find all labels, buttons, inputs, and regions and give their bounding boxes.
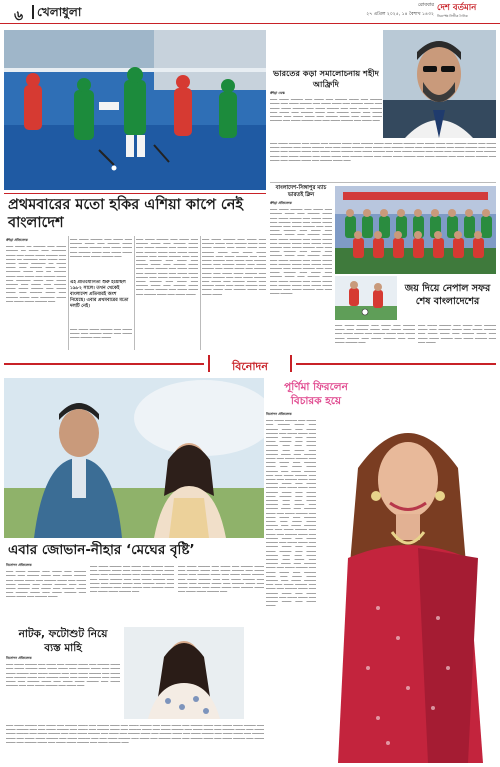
purnima-photo (318, 408, 496, 763)
mahi-headline-line2: ব্যস্ত মাহি (44, 642, 82, 654)
hockey-body-col3: ▁▁▁ ▁▁▁▁ ▁▁▁▁▁ ▁▁▁ ▁▁▁▁ ▁▁▁ ▁▁▁▁▁ ▁▁▁▁ ▁▁▁ ▁▁▁▁▁ ▁▁▁▁ ▁▁▁ ▁▁▁▁ ▁▁▁▁▁ ▁▁▁ ▁▁▁▁ ▁▁▁▁ ▁▁▁ ▁▁▁▁▁ ▁▁▁▁ ▁▁▁ ▁▁▁▁ ▁▁▁▁ ▁▁▁▁▁ ▁▁▁ ▁▁▁▁ ▁▁▁▁▁ ▁▁▁ ▁▁▁ ▁▁▁▁ ▁▁▁▁▁ ▁▁▁ ▁▁▁▁ ▁▁▁ ▁▁▁▁▁ ▁▁▁▁ ▁▁▁ ▁▁▁▁▁ ▁▁▁▁ ▁▁▁ ▁▁▁▁ ▁▁▁▁▁ ▁▁▁ ▁▁▁▁ ▁▁▁▁ ▁▁▁ ▁▁▁▁▁ ▁▁▁▁ ▁▁▁ ▁▁▁▁ ▁▁▁▁ ▁▁▁▁▁ ▁▁▁ ▁▁▁▁ ▁▁▁▁▁ ▁▁▁ ▁▁▁ ▁▁▁▁ ▁▁▁▁▁ ▁▁▁ ▁▁▁▁ ▁▁▁ ▁▁▁▁▁ ▁▁▁▁ ▁▁▁ ▁▁▁▁▁ ▁▁▁▁ ▁▁▁ ▁▁▁▁ ▁▁▁▁▁ ▁▁▁ ▁▁▁▁ ▁▁▁▁ ▁▁▁ ▁▁▁▁▁ ▁▁▁▁ ▁▁▁ ▁▁▁▁ ▁▁▁▁ (136, 236, 198, 295)
nepal-body-col3: ▁▁▁ ▁▁▁▁ ▁▁▁▁▁ ▁▁▁ ▁▁▁▁ ▁▁▁ ▁▁▁▁▁ ▁▁▁▁ ▁▁▁ ▁▁▁▁▁ ▁▁▁▁ ▁▁▁ ▁▁▁▁ ▁▁▁▁▁ ▁▁▁ ▁▁▁▁ ▁▁▁▁ ▁▁▁ ▁▁▁▁▁ ▁▁▁▁ ▁▁▁ ▁▁▁▁ ▁▁▁▁ ▁▁▁▁▁ ▁▁▁ ▁▁▁▁ ▁▁▁▁▁ ▁▁▁ ▁▁▁ ▁▁▁▁ (418, 322, 496, 343)
nepal-byline: ক্রীড়া প্রতিবেদক (270, 201, 292, 205)
afridi-headline (270, 68, 382, 90)
afridi-photo-graphic (383, 30, 496, 138)
purnima-byline: বিনোদন প্রতিবেদক (266, 412, 292, 416)
day-label: রোববার (418, 2, 434, 8)
paper-name: দেশ বর্তমান (437, 3, 477, 13)
hockey-pull-quote: এই প্রতিযোগিতা শুরু হয়েছিল ১৯৮২ সালে। তখন থেকেই বাংলাদেশ প্রতিবারই অংশ নিয়েছে। এবার প্রথমবারের মতো দলটি নেই। (70, 280, 129, 309)
purnima-body: বিনোদন প্রতিবেদক ▁▁▁ ▁▁▁▁ ▁▁▁▁▁ ▁▁▁ ▁▁▁▁ ▁▁▁ ▁▁▁▁▁ ▁▁▁▁ ▁▁▁ ▁▁▁▁▁ ▁▁▁▁ ▁▁▁ ▁▁▁▁ ▁▁▁▁▁ ▁▁▁ ▁▁▁▁ ▁▁▁▁ ▁▁▁ ▁▁▁▁▁ ▁▁▁▁ ▁▁▁ ▁▁▁▁ ▁▁▁▁ ▁▁▁▁▁ ▁▁▁ ▁▁▁▁ ▁▁▁▁▁ ▁▁▁ ▁▁▁ ▁▁▁▁ ▁▁▁▁▁ ▁▁▁ ▁▁▁▁ ▁▁▁ ▁▁▁▁▁ ▁▁▁▁ ▁▁▁ ▁▁▁▁▁ ▁▁▁▁ ▁▁▁ ▁▁▁▁ ▁▁▁▁▁ ▁▁▁ ▁▁▁▁ ▁▁▁▁ ▁▁▁ ▁▁▁▁▁ ▁▁▁▁ ▁▁▁ ▁▁▁▁ ▁▁▁▁ ▁▁▁▁▁ ▁▁▁ ▁▁▁▁ ▁▁▁▁▁ ▁▁▁ ▁▁▁ ▁▁▁▁ ▁▁▁▁▁ ▁▁▁ ▁▁▁▁ ▁▁▁ ▁▁▁▁▁ ▁▁▁▁ ▁▁▁ ▁▁▁▁▁ ▁▁▁▁ ▁▁▁ ▁▁▁▁ ▁▁▁▁▁ ▁▁▁ ▁▁▁▁ ▁▁▁▁ ▁▁▁ ▁▁▁▁▁ ▁▁▁▁ ▁▁▁ ▁▁▁▁ ▁▁▁▁ ▁▁▁▁▁ ▁▁▁ ▁▁▁▁ ▁▁▁▁▁ ▁▁▁ ▁▁▁ ▁▁▁▁ ▁▁▁▁▁ ▁▁▁ ▁▁▁▁ ▁▁▁ ▁▁▁▁▁ ▁▁▁▁ ▁▁▁ ▁▁▁▁▁ ▁▁▁▁ ▁▁▁ ▁▁▁▁ ▁▁▁▁▁ ▁▁▁ ▁▁▁▁ ▁▁▁▁ ▁▁▁ ▁▁▁▁▁ ▁▁▁▁ ▁▁▁ ▁▁▁▁ ▁▁▁▁ ▁▁▁▁▁ ▁▁▁ ▁▁▁▁ ▁▁▁▁▁ ▁▁▁ ▁▁▁ ▁▁▁▁ ▁▁▁▁▁ ▁▁▁ ▁▁▁▁ ▁▁▁ ▁▁▁▁▁ ▁▁▁▁ ▁▁▁ ▁▁▁▁▁ ▁▁▁▁ ▁▁▁ ▁▁▁▁ ▁▁▁▁▁ ▁▁▁ ▁▁▁▁ ▁▁▁▁ ▁▁▁ ▁▁▁▁▁ ▁▁▁▁ ▁▁▁ ▁▁▁▁ ▁▁▁▁ ▁▁▁▁▁ ▁▁▁ ▁▁▁▁ ▁▁▁▁▁ ▁▁▁ ▁▁▁ ▁▁▁▁ ▁▁▁▁▁ ▁▁▁ ▁▁▁▁ ▁▁▁ ▁▁▁▁▁ ▁▁▁▁ ▁▁▁ ▁▁▁▁▁ ▁▁▁▁ ▁▁▁ ▁▁▁▁ ▁▁▁▁▁ ▁▁▁ ▁▁▁▁ ▁▁▁▁ ▁▁▁ ▁▁▁▁▁ ▁▁▁▁ ▁▁▁ ▁▁▁▁ ▁▁▁▁ ▁▁▁▁▁ ▁▁▁ ▁▁▁▁ ▁▁▁▁▁ ▁▁▁ ▁▁▁ ▁▁▁▁ ▁▁▁▁▁ ▁▁▁ ▁▁▁▁ ▁▁▁ ▁▁▁▁▁ ▁▁▁▁ ▁▁▁ ▁▁▁▁▁ ▁▁▁▁ ▁▁▁ ▁▁▁▁ ▁▁▁▁▁ ▁▁▁ ▁▁▁▁ ▁▁▁▁ ▁▁▁ ▁▁▁▁▁ ▁▁▁▁ ▁▁▁ ▁▁▁▁ ▁▁▁▁ (266, 412, 316, 607)
purnima-headline-line1: পূর্ণিমা ফিরলেন (284, 381, 348, 393)
page-number: ৬ (14, 8, 24, 24)
banner-rule-left (4, 363, 204, 365)
hockey-headline: প্রথমবারের মতো হকির এশিয়া কাপে নেই বাংলাদেশ (8, 197, 244, 231)
nepal-headline-line2: শেষ বাংলাদেশের (415, 296, 480, 307)
hockey-body-col4: ▁▁▁ ▁▁▁▁ ▁▁▁▁▁ ▁▁▁ ▁▁▁▁ ▁▁▁ ▁▁▁▁▁ ▁▁▁▁ ▁▁▁ ▁▁▁▁▁ ▁▁▁▁ ▁▁▁ ▁▁▁▁ ▁▁▁▁▁ ▁▁▁ ▁▁▁▁ ▁▁▁▁ ▁▁▁ ▁▁▁▁▁ ▁▁▁▁ ▁▁▁ ▁▁▁▁ ▁▁▁▁ ▁▁▁▁▁ ▁▁▁ ▁▁▁▁ ▁▁▁▁▁ ▁▁▁ ▁▁▁ ▁▁▁▁ ▁▁▁▁▁ ▁▁▁ ▁▁▁▁ ▁▁▁ ▁▁▁▁▁ ▁▁▁▁ ▁▁▁ ▁▁▁▁▁ ▁▁▁▁ ▁▁▁ ▁▁▁▁ ▁▁▁▁▁ ▁▁▁ ▁▁▁▁ ▁▁▁▁ ▁▁▁ ▁▁▁▁▁ ▁▁▁▁ ▁▁▁ ▁▁▁▁ ▁▁▁▁ ▁▁▁▁▁ ▁▁▁ ▁▁▁▁ ▁▁▁▁▁ ▁▁▁ ▁▁▁ ▁▁▁▁ ▁▁▁▁▁ ▁▁▁ ▁▁▁▁ ▁▁▁ ▁▁▁▁▁ ▁▁▁▁ ▁▁▁ ▁▁▁▁▁ ▁▁▁▁ ▁▁▁ ▁▁▁▁ ▁▁▁▁▁ ▁▁▁ ▁▁▁▁ ▁▁▁▁ ▁▁▁ ▁▁▁▁▁ ▁▁▁▁ ▁▁▁ ▁▁▁▁ ▁▁▁▁ (202, 236, 266, 295)
mahi-photo-graphic (124, 627, 244, 719)
afridi-byline: ক্রীড়া ডেস্ক (270, 91, 285, 95)
jovan-nihar-photo (4, 378, 264, 538)
afridi-rule (270, 182, 496, 183)
hockey-body-col2: ▁▁▁ ▁▁▁▁ ▁▁▁▁▁ ▁▁▁ ▁▁▁▁ ▁▁▁ ▁▁▁▁▁ ▁▁▁▁ ▁▁▁ ▁▁▁▁▁ ▁▁▁▁ ▁▁▁ ▁▁▁▁ ▁▁▁▁▁ ▁▁▁ ▁▁▁▁ ▁▁▁▁ ▁▁▁ ▁▁▁▁▁ ▁▁▁▁ ▁▁▁ ▁▁▁▁ ▁▁▁▁ ▁▁▁▁▁ ▁▁▁ ▁▁▁▁ ▁▁▁▁▁ ▁▁▁ (70, 236, 132, 257)
afridi-body-col1: ক্রীড়া ডেস্ক ▁▁▁ ▁▁▁▁ ▁▁▁▁▁ ▁▁▁ ▁▁▁▁ ▁▁▁ ▁▁▁▁▁ ▁▁▁▁ ▁▁▁ ▁▁▁▁▁ ▁▁▁▁ ▁▁▁ ▁▁▁▁ ▁▁▁▁▁ ▁▁▁ ▁▁▁▁ ▁▁▁▁ ▁▁▁ ▁▁▁▁▁ ▁▁▁▁ ▁▁▁ ▁▁▁▁ ▁▁▁▁ ▁▁▁▁▁ ▁▁▁ ▁▁▁▁ ▁▁▁▁▁ ▁▁▁ ▁▁▁ ▁▁▁▁ ▁▁▁▁▁ ▁▁▁ ▁▁▁▁ ▁▁▁ ▁▁▁▁▁ ▁▁▁▁ ▁▁▁ ▁▁▁▁▁ ▁▁▁▁ ▁▁▁ ▁▁▁▁ ▁▁▁▁▁ ▁▁▁ ▁▁▁▁ ▁▁▁▁ ▁▁▁ ▁▁▁▁▁ ▁▁▁▁ ▁▁▁ ▁▁▁▁ ▁▁▁▁ ▁▁▁▁▁ ▁▁▁ ▁▁▁▁ ▁▁▁▁▁ ▁▁▁ ▁▁▁ ▁▁▁▁ ▁▁▁▁▁ ▁▁▁ ▁▁▁▁ ▁▁▁ (270, 91, 382, 122)
entertainment-label (208, 355, 292, 372)
hockey-body-col2b: ▁▁▁ ▁▁▁▁ ▁▁▁▁ ▁▁▁▁▁ ▁▁▁ ▁▁▁▁ ▁▁▁▁ ▁▁▁ ▁▁▁▁▁ ▁▁▁▁ ▁▁▁ ▁▁▁▁ ▁▁▁▁ ▁▁▁▁▁ ▁▁▁ ▁▁▁▁ (70, 326, 132, 339)
nepal-team-photo-graphic (335, 186, 496, 274)
nepal-player-photo (335, 276, 397, 320)
masthead-divider (32, 5, 34, 19)
mahi-headline (6, 627, 120, 655)
purnima-photo-graphic (318, 408, 496, 763)
mahi-body-col1: বিনোদন প্রতিবেদক ▁▁▁ ▁▁▁▁ ▁▁▁▁▁ ▁▁▁ ▁▁▁▁ ▁▁▁ ▁▁▁▁▁ ▁▁▁▁ ▁▁▁ ▁▁▁▁▁ ▁▁▁▁ ▁▁▁ ▁▁▁▁ ▁▁▁▁▁ ▁▁▁ ▁▁▁▁ ▁▁▁▁ ▁▁▁ ▁▁▁▁▁ ▁▁▁▁ ▁▁▁ ▁▁▁▁ ▁▁▁▁ ▁▁▁▁▁ ▁▁▁ ▁▁▁▁ ▁▁▁▁▁ ▁▁▁ ▁▁▁ ▁▁▁▁ ▁▁▁▁▁ ▁▁▁ ▁▁▁▁ ▁▁▁ ▁▁▁▁▁ ▁▁▁▁ ▁▁▁ ▁▁▁▁▁ ▁▁▁▁ ▁▁▁ ▁▁▁▁ ▁▁▁▁▁ ▁▁▁ ▁▁▁▁ ▁▁▁▁ ▁▁▁ ▁▁▁▁▁ ▁▁▁▁ ▁▁▁ ▁▁▁▁ ▁▁▁▁ ▁▁▁▁▁ ▁▁▁ ▁▁▁▁ ▁▁▁▁▁ ▁▁▁ ▁▁▁ ▁▁▁▁ ▁▁▁▁▁ ▁▁▁ ▁▁▁▁ ▁▁▁ (6, 656, 120, 687)
purnima-headline (266, 380, 366, 408)
mahi-byline: বিনোদন প্রতিবেদক (6, 656, 32, 660)
column-divider (134, 236, 135, 350)
column-divider (200, 236, 201, 350)
mahi-body-col2: ▁▁▁ ▁▁▁▁ ▁▁▁▁▁ ▁▁▁ ▁▁▁▁ ▁▁▁ ▁▁▁▁▁ ▁▁▁▁ ▁▁▁ ▁▁▁▁▁ ▁▁▁▁ ▁▁▁ ▁▁▁▁ ▁▁▁▁▁ ▁▁▁ ▁▁▁▁ ▁▁▁▁ ▁▁▁ ▁▁▁▁▁ ▁▁▁▁ ▁▁▁ ▁▁▁▁ ▁▁▁▁ ▁▁▁▁▁ ▁▁▁ ▁▁▁▁ ▁▁▁▁▁ ▁▁▁ ▁▁▁ ▁▁▁▁ ▁▁▁▁▁ ▁▁▁ ▁▁▁▁ ▁▁▁ ▁▁▁▁▁ ▁▁▁▁ ▁▁▁ ▁▁▁▁▁ ▁▁▁▁ ▁▁▁ ▁▁▁▁ ▁▁▁▁▁ ▁▁▁ ▁▁▁▁ ▁▁▁▁ ▁▁▁ ▁▁▁▁▁ ▁▁▁▁ ▁▁▁ ▁▁▁▁ ▁▁▁▁ ▁▁▁▁▁ ▁▁▁ ▁▁▁▁ ▁▁▁▁▁ ▁▁▁ ▁▁▁ ▁▁▁▁ ▁▁▁▁▁ ▁▁▁ ▁▁▁▁ ▁▁▁ ▁▁▁▁▁ ▁▁▁▁ ▁▁▁ ▁▁▁▁▁ ▁▁▁▁ ▁▁▁ ▁▁▁▁ ▁▁▁▁▁ ▁▁▁ ▁▁▁▁ ▁▁▁▁ ▁▁▁ ▁▁▁▁▁ ▁▁▁▁ ▁▁▁ ▁▁▁▁ ▁▁▁▁ ▁▁▁▁▁ ▁▁▁ ▁▁▁▁ ▁▁▁▁▁ ▁▁▁ ▁▁▁ ▁▁▁▁ ▁▁▁▁▁ ▁▁▁ ▁▁▁▁ ▁▁▁ ▁▁▁▁▁ ▁▁▁▁ ▁▁▁ ▁▁▁▁▁ ▁▁▁▁ ▁▁▁ ▁▁▁▁ ▁▁▁▁▁ ▁▁▁ ▁▁▁▁ ▁▁▁▁ ▁▁▁ ▁▁▁▁▁ ▁▁▁▁ ▁▁▁ ▁▁▁▁ ▁▁▁▁ ▁▁▁▁▁ ▁▁▁ ▁▁▁▁ ▁▁▁▁▁ ▁▁▁ (6, 722, 264, 743)
entertainment-label-text: বিনোদন (232, 360, 268, 373)
nepal-headline-line1: জয় দিয়ে নেপাল সফর (404, 283, 491, 294)
hockey-body-col1: ক্রীড়া প্রতিবেদক ▁▁▁ ▁▁▁▁ ▁▁ ▁▁▁▁▁ ▁▁▁ ▁▁▁▁ ▁▁▁▁▁ ▁▁ ▁▁▁▁ ▁▁▁ ▁▁▁▁▁▁ ▁▁▁▁ ▁▁▁ ▁▁▁▁ ▁▁▁▁ ▁▁▁▁▁ ▁▁▁ ▁▁▁▁ ▁▁ ▁▁▁▁▁▁ ▁▁▁ ▁▁▁▁ ▁▁▁ ▁▁▁▁ ▁▁▁▁ ▁▁▁▁▁▁ ▁▁ ▁▁▁▁ ▁▁▁▁ ▁▁▁ ▁▁▁▁▁ ▁▁▁▁ ▁▁▁ ▁▁▁▁▁▁ ▁▁▁▁ ▁▁▁ ▁▁ ▁▁▁▁▁ ▁▁▁▁ ▁▁▁ ▁▁▁▁ ▁▁▁ ▁▁▁▁▁ ▁▁▁▁ ▁▁▁ ▁▁▁▁▁▁ ▁▁▁▁ ▁▁▁ ▁▁▁▁ ▁▁▁▁▁ ▁▁▁ ▁▁▁▁ ▁▁▁ ▁▁▁▁▁ ▁▁▁▁ ▁▁▁▁ ▁▁▁▁▁ ▁▁▁ ▁▁▁▁ ▁▁▁▁ ▁▁▁ ▁▁▁▁▁ ▁▁▁▁ ▁▁▁ ▁▁▁▁▁ ▁▁▁▁ ▁▁▁ ▁▁▁▁▁▁ ▁▁▁▁ ▁▁▁ ▁▁▁▁ ▁▁▁▁ ▁▁▁▁▁ ▁▁▁ (6, 238, 66, 302)
column-divider (68, 236, 69, 350)
section-title: খেলাধুলা (37, 5, 82, 19)
mahi-photo (124, 627, 244, 719)
afridi-headline-text: ভারতের কড়া সমালোচনায় শহীদ আফ্রিদি (273, 68, 379, 89)
nepal-player-graphic (335, 276, 397, 320)
afridi-photo (383, 30, 496, 138)
hockey-rule (4, 193, 266, 194)
entertainment-banner (0, 354, 500, 374)
jovan-body-col2: ▁▁▁ ▁▁▁▁ ▁▁▁▁▁ ▁▁▁ ▁▁▁▁ ▁▁▁ ▁▁▁▁▁ ▁▁▁▁ ▁▁▁ ▁▁▁▁▁ ▁▁▁▁ ▁▁▁ ▁▁▁▁ ▁▁▁▁▁ ▁▁▁ ▁▁▁▁ ▁▁▁▁ ▁▁▁ ▁▁▁▁▁ ▁▁▁▁ ▁▁▁ ▁▁▁▁ ▁▁▁▁ ▁▁▁▁▁ ▁▁▁ ▁▁▁▁ ▁▁▁▁▁ ▁▁▁ ▁▁▁ ▁▁▁▁ ▁▁▁▁▁ ▁▁▁ ▁▁▁▁ ▁▁▁ ▁▁▁▁▁ ▁▁▁▁ ▁▁▁ ▁▁▁▁▁ ▁▁▁▁ ▁▁▁ ▁▁▁▁ ▁▁▁▁▁ ▁▁▁ ▁▁▁▁ ▁▁▁▁ ▁▁▁ ▁▁▁▁▁ ▁▁▁▁ ▁▁▁ ▁▁▁▁ ▁▁▁▁ ▁▁▁▁▁ ▁▁▁ (90, 563, 174, 593)
nepal-body-col2: ▁▁▁ ▁▁▁▁ ▁▁▁▁▁ ▁▁▁ ▁▁▁▁ ▁▁▁ ▁▁▁▁▁ ▁▁▁▁ ▁▁▁ ▁▁▁▁▁ ▁▁▁▁ ▁▁▁ ▁▁▁▁ ▁▁▁▁▁ ▁▁▁ ▁▁▁▁ ▁▁▁▁ ▁▁▁ ▁▁▁▁▁ ▁▁▁▁ ▁▁▁ ▁▁▁▁ ▁▁▁▁ ▁▁▁▁▁ ▁▁▁ ▁▁▁▁ ▁▁▁▁▁ ▁▁▁ ▁▁▁ ▁▁▁▁ ▁▁▁▁▁ ▁▁▁ (335, 322, 415, 343)
banner-rule-right (296, 363, 496, 365)
paper-logo (437, 3, 497, 21)
hockey-photo (4, 30, 266, 190)
purnima-headline-line2: বিচারক হয়ে (290, 395, 342, 407)
masthead (0, 0, 500, 24)
nepal-kicker (270, 185, 332, 199)
afridi-body-col2: ▁▁▁ ▁▁▁▁ ▁▁▁▁▁ ▁▁▁ ▁▁▁▁ ▁▁▁ ▁▁▁▁▁ ▁▁▁▁ ▁▁▁ ▁▁▁▁▁ ▁▁▁▁ ▁▁▁ ▁▁▁▁ ▁▁▁▁▁ ▁▁▁ ▁▁▁▁ ▁▁▁▁ ▁▁▁ ▁▁▁▁▁ ▁▁▁▁ ▁▁▁ ▁▁▁▁ ▁▁▁▁ ▁▁▁▁▁ ▁▁▁ ▁▁▁▁ ▁▁▁▁▁ ▁▁▁ ▁▁▁ ▁▁▁▁ ▁▁▁▁▁ ▁▁▁ ▁▁▁▁ ▁▁▁ ▁▁▁▁▁ ▁▁▁▁ ▁▁▁ ▁▁▁▁▁ ▁▁▁▁ ▁▁▁ ▁▁▁▁ ▁▁▁▁▁ ▁▁▁ ▁▁▁▁ ▁▁▁▁ ▁▁▁ ▁▁▁▁▁ ▁▁▁▁ ▁▁▁ ▁▁▁▁ ▁▁▁▁ ▁▁▁▁▁ ▁▁▁ ▁▁▁▁ ▁▁▁▁▁ ▁▁▁ ▁▁▁ ▁▁▁▁ ▁▁▁▁▁ ▁▁▁ ▁▁▁▁ ▁▁▁ ▁▁▁▁▁ ▁▁▁▁ ▁▁▁ ▁▁▁▁▁ ▁▁▁▁ ▁▁▁ ▁▁▁▁ ▁▁▁▁▁ ▁▁▁ ▁▁▁▁ ▁▁▁▁ ▁▁▁ ▁▁▁▁▁ ▁▁▁▁ ▁▁▁ ▁▁▁▁ ▁▁▁▁ ▁▁▁▁▁ ▁▁▁ ▁▁▁▁ ▁▁▁▁▁ ▁▁▁ ▁▁▁ ▁▁▁▁ ▁▁▁▁▁ ▁▁▁ ▁▁▁▁ ▁▁▁ ▁▁▁▁▁ ▁▁▁▁ ▁▁▁ ▁▁▁▁▁ ▁▁▁▁ ▁▁▁ (270, 140, 496, 161)
hockey-byline: ক্রীড়া প্রতিবেদক (6, 238, 28, 242)
jovan-body-col1: বিনোদন প্রতিবেদক ▁▁▁ ▁▁▁▁ ▁▁▁▁▁ ▁▁▁ ▁▁▁▁ ▁▁▁ ▁▁▁▁▁ ▁▁▁▁ ▁▁▁ ▁▁▁▁▁ ▁▁▁▁ ▁▁▁ ▁▁▁▁ ▁▁▁▁▁ ▁▁▁ ▁▁▁▁ ▁▁▁▁ ▁▁▁ ▁▁▁▁▁ ▁▁▁▁ ▁▁▁ ▁▁▁▁ ▁▁▁▁ ▁▁▁▁▁ ▁▁▁ ▁▁▁▁ ▁▁▁▁▁ ▁▁▁ ▁▁▁ ▁▁▁▁ ▁▁▁▁▁ ▁▁▁ ▁▁▁▁ ▁▁▁ ▁▁▁▁▁ ▁▁▁▁ ▁▁▁ ▁▁▁▁▁ ▁▁▁▁ ▁▁▁ ▁▁▁▁ ▁▁▁▁▁ ▁▁▁ ▁▁▁▁ ▁▁▁▁ ▁▁▁ ▁▁▁▁▁ ▁▁▁▁ (6, 563, 86, 598)
hockey-photo-graphic (4, 30, 266, 190)
nepal-team-photo (335, 186, 496, 274)
date-label: ২৭ এপ্রিল ২০২৫, ১৪ বৈশাখ ১৪৩২ (366, 12, 434, 17)
jovan-byline: বিনোদন প্রতিবেদক (6, 563, 32, 567)
nepal-kicker-text: বাংলাদেশ-সিঙ্গাপুর ম্যাচ ভারতই ক্লিন (275, 185, 327, 198)
jovan-headline: এবার জোভান-নীহার ‘মেঘের বৃষ্টি’ (8, 542, 195, 558)
jovan-body-col3: ▁▁▁ ▁▁▁▁ ▁▁▁▁▁ ▁▁▁ ▁▁▁▁ ▁▁▁ ▁▁▁▁▁ ▁▁▁▁ ▁▁▁ ▁▁▁▁▁ ▁▁▁▁ ▁▁▁ ▁▁▁▁ ▁▁▁▁▁ ▁▁▁ ▁▁▁▁ ▁▁▁▁ ▁▁▁ ▁▁▁▁▁ ▁▁▁▁ ▁▁▁ ▁▁▁▁ ▁▁▁▁ ▁▁▁▁▁ ▁▁▁ ▁▁▁▁ ▁▁▁▁▁ ▁▁▁ ▁▁▁ ▁▁▁▁ ▁▁▁▁▁ ▁▁▁ ▁▁▁▁ ▁▁▁ ▁▁▁▁▁ ▁▁▁▁ ▁▁▁ ▁▁▁▁▁ ▁▁▁▁ ▁▁▁ ▁▁▁▁ ▁▁▁▁▁ ▁▁▁ ▁▁▁▁ ▁▁▁▁ ▁▁▁ ▁▁▁▁▁ ▁▁▁▁ ▁▁▁ ▁▁▁▁ ▁▁▁▁ ▁▁▁▁▁ ▁▁▁ (178, 563, 264, 593)
mahi-headline-line1: নাটক, ফটোশুট নিয়ে (18, 628, 108, 640)
nepal-headline (399, 282, 496, 308)
paper-tagline: নিরপেক্ষ নির্ভীক দৈনিক (437, 14, 468, 18)
nepal-body-col1: ক্রীড়া প্রতিবেদক ▁▁▁ ▁▁▁▁ ▁▁▁▁▁ ▁▁▁ ▁▁▁▁ ▁▁▁ ▁▁▁▁▁ ▁▁▁▁ ▁▁▁ ▁▁▁▁▁ ▁▁▁▁ ▁▁▁ ▁▁▁▁ ▁▁▁▁▁ ▁▁▁ ▁▁▁▁ ▁▁▁▁ ▁▁▁ ▁▁▁▁▁ ▁▁▁▁ ▁▁▁ ▁▁▁▁ ▁▁▁▁ ▁▁▁▁▁ ▁▁▁ ▁▁▁▁ ▁▁▁▁▁ ▁▁▁ ▁▁▁ ▁▁▁▁ ▁▁▁▁▁ ▁▁▁ ▁▁▁▁ ▁▁▁ ▁▁▁▁▁ ▁▁▁▁ ▁▁▁ ▁▁▁▁▁ ▁▁▁▁ ▁▁▁ ▁▁▁▁ ▁▁▁▁▁ ▁▁▁ ▁▁▁▁ ▁▁▁▁ ▁▁▁ ▁▁▁▁▁ ▁▁▁▁ ▁▁▁ ▁▁▁▁ ▁▁▁▁ ▁▁▁▁▁ ▁▁▁ ▁▁▁▁ ▁▁▁▁▁ ▁▁▁ ▁▁▁ ▁▁▁▁ ▁▁▁▁▁ ▁▁▁ ▁▁▁▁ ▁▁▁ ▁▁▁▁▁ ▁▁▁▁ ▁▁▁ ▁▁▁▁▁ ▁▁▁▁ ▁▁▁ ▁▁▁▁ ▁▁▁▁▁ ▁▁▁ ▁▁▁▁ ▁▁▁▁ ▁▁▁ ▁▁▁▁▁ ▁▁▁▁ ▁▁▁ ▁▁▁▁ ▁▁▁▁ ▁▁▁▁▁ ▁▁▁ ▁▁▁▁ ▁▁▁▁▁ ▁▁▁ ▁▁▁ ▁▁▁▁ ▁▁▁▁▁ ▁▁▁ ▁▁▁▁ ▁▁▁ ▁▁▁▁▁ ▁▁▁▁ ▁▁▁ ▁▁▁▁▁ ▁▁▁▁ ▁▁▁ ▁▁▁▁ ▁▁▁▁▁ ▁▁▁ ▁▁▁▁ ▁▁▁▁ ▁▁▁ ▁▁▁▁▁ ▁▁▁▁ ▁▁▁ ▁▁▁▁ ▁▁▁▁ ▁▁▁▁▁ ▁▁▁ ▁▁▁▁ ▁▁▁▁▁ ▁▁▁ ▁▁▁ ▁▁▁▁ ▁▁▁▁▁ (270, 201, 332, 295)
jovan-nihar-graphic (4, 378, 264, 538)
